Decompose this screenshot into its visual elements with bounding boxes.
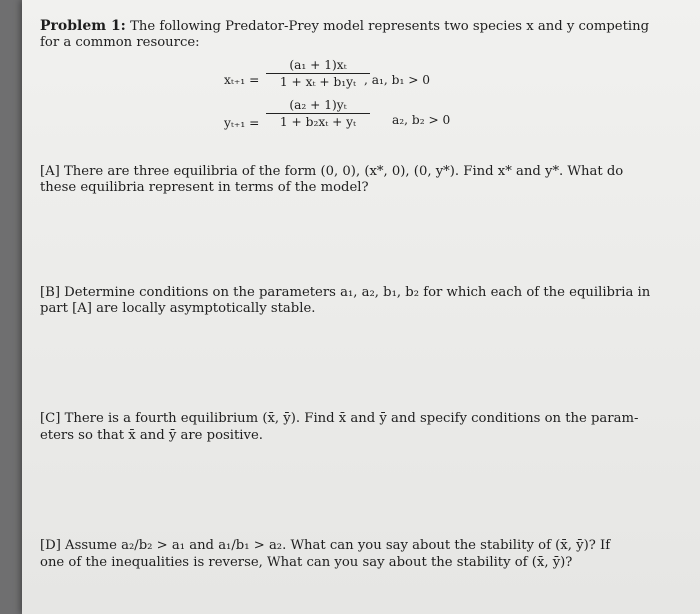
part-d-line2: one of the inequalities is reverse, What can you say about the stability of (x̄, ȳ)? — [40, 555, 573, 570]
part-b-line1: [B] Determine conditions on the parameters a₁, a₂, b₁, b₂ for which each of the equilibria in — [40, 285, 651, 300]
problem-heading — [40, 18, 649, 35]
eq1-lhs: xₜ₊₁ = — [224, 73, 260, 87]
problem-title: Problem 1: — [40, 18, 126, 34]
part-b-line2: part [A] are locally asymptotically stable. — [40, 301, 316, 316]
problem-intro-line2: for a common resource: — [40, 35, 200, 50]
part-d-line1: [D] Assume a₂/b₂ > a₁ and a₁/b₁ > a₂. What can you say about the stability of (x̄, ȳ)? If — [40, 538, 611, 553]
part-c-line2: eters so that x̄ and ȳ are positive. — [40, 428, 263, 443]
eq1-fraction — [266, 58, 370, 89]
part-a-line1: [A] There are three equilibria of the form (0, 0), (x*, 0), (0, y*). Find x* and y*. What do — [40, 164, 624, 179]
eq1-denominator: 1 + xₜ + b₁yₜ — [279, 75, 357, 89]
part-a-line2: these equilibria represent in terms of the model? — [40, 180, 369, 195]
eq1-numerator: (a₁ + 1)xₜ — [289, 58, 347, 72]
problem-intro-line1: The following Predator-Prey model represents two species x and y competing — [130, 19, 650, 34]
document-page — [22, 0, 700, 614]
eq1-condition: , a₁, b₁ > 0 — [364, 73, 431, 87]
eq2-denominator: 1 + b₂xₜ + yₜ — [279, 115, 357, 129]
eq2-fraction-bar — [266, 113, 370, 114]
eq2-lhs: yₜ₊₁ = — [224, 116, 260, 130]
eq2-numerator: (a₂ + 1)yₜ — [289, 98, 347, 112]
part-c-line1: [C] There is a fourth equilibrium (x̄, ȳ). Find x̄ and ȳ and specify conditions on the param- — [40, 411, 639, 426]
eq1-fraction-bar — [266, 73, 370, 74]
eq2-fraction — [266, 98, 370, 129]
eq2-condition: a₂, b₂ > 0 — [392, 113, 451, 127]
